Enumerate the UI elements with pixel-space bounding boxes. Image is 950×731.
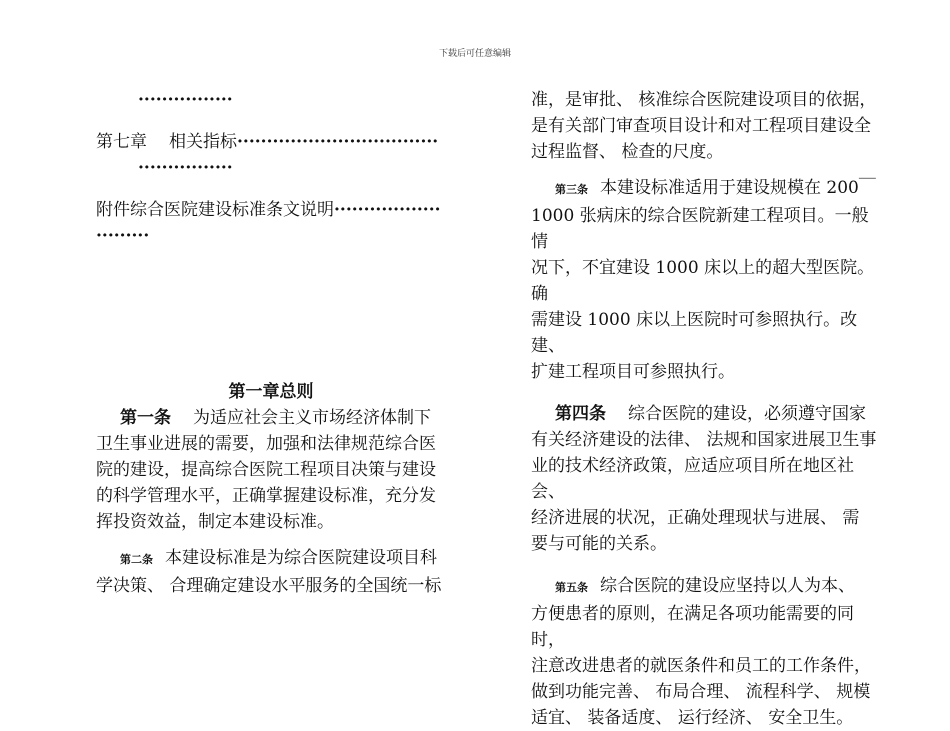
toc-appendix-dots-cont: ········· (96, 226, 150, 246)
toc-chapter7-dots-cont: ················ (138, 158, 233, 178)
article2-label: 第二条 (120, 553, 153, 566)
article3-label: 第三条 (555, 183, 588, 196)
toc-appendix-title: 附件综合医院建设标准条文说明 (96, 200, 334, 220)
article1-line: 为适应社会主义市场经济体制下 (193, 408, 431, 428)
right-column (531, 87, 881, 731)
toc-entry-appendix: 附件综合医院建设标准条文说明·················· (96, 200, 441, 220)
article4-line: 有关经济建设的法律、 法规和国家进展卫生事 (531, 430, 877, 450)
article5-line: 方便患者的原则，在满足各项功能需要的同时， (531, 604, 854, 650)
article3-line: 需建设 1000 床以上医院时可参照执行。改建、 (531, 310, 858, 356)
toc-chapter7-title: 相关指标 (169, 132, 237, 152)
article3-line: 1000 张病床的综合医院新建工程项目。一般情 (531, 206, 869, 252)
toc-chapter7-label: 第七章 (96, 132, 147, 152)
chapter1-title: 第一章总则 (228, 382, 314, 402)
article1-line: 卫生事业进展的需要，加强和法律规范综合医 (96, 434, 436, 454)
page-header: 下载后可任意编辑 (438, 49, 511, 59)
article3-line: 扩建工程项目可参照执行。 (531, 362, 735, 382)
article3-line: 本建设标准适用于建设规模在 200￣ (600, 178, 876, 198)
article5-line: 注意改进患者的就医条件和员工的工作条件， (531, 656, 871, 676)
article5 (531, 573, 881, 601)
toc-entry-chapter7: 第七章 相关指标·································· (96, 132, 439, 152)
article1-label: 第一条 (120, 408, 171, 428)
article4-line: 经济进展的状况，正确处理现状与进展、 需 (531, 508, 860, 528)
article2 (96, 545, 446, 573)
article1-line: 的科学管理水平，正确掌握建设标准，充分发 (96, 486, 436, 506)
article2-cont-line: 是有关部门审查项目设计和对工程项目建设全 (531, 116, 871, 136)
toc-dots-line: ················ (138, 90, 233, 110)
article1 (96, 405, 446, 431)
article4-line: 要与可能的关系。 (531, 534, 667, 554)
article4-label: 第四条 (555, 404, 606, 424)
article1-line: 院的建设，提高综合医院工程项目决策与建设 (96, 460, 436, 480)
article4-line: 业的技术经济政策，应适应项目所在地区社会、 (531, 456, 854, 502)
article2-cont-line: 准，是审批、 核准综合医院建设项目的依据， (531, 90, 877, 110)
article5-line: 做到功能完善、 布局合理、 流程科学、 规模 (531, 682, 871, 702)
article1-line: 挥投资效益，制定本建设标准。 (96, 512, 334, 532)
article4-line: 综合医院的建设，必须遵守国家 (628, 404, 866, 424)
article2-line: 学决策、 合理确定建设水平服务的全国统一标 (96, 576, 442, 596)
article2-cont-line: 过程监督、 检查的尺度。 (531, 142, 724, 162)
article4 (531, 401, 881, 427)
article3 (531, 175, 881, 203)
article3-line: 况下，不宜建设 1000 床以上的超大型医院。确 (531, 258, 875, 304)
article2-line: 本建设标准是为综合医院建设项目科 (165, 548, 437, 568)
article5-line: 适宜、 装备适度、 运行经济、 安全卫生。 (531, 708, 854, 728)
article5-label: 第五条 (555, 581, 588, 594)
left-column (96, 87, 446, 599)
article5-line: 综合医院的建设应坚持以人为本、 (600, 576, 855, 596)
